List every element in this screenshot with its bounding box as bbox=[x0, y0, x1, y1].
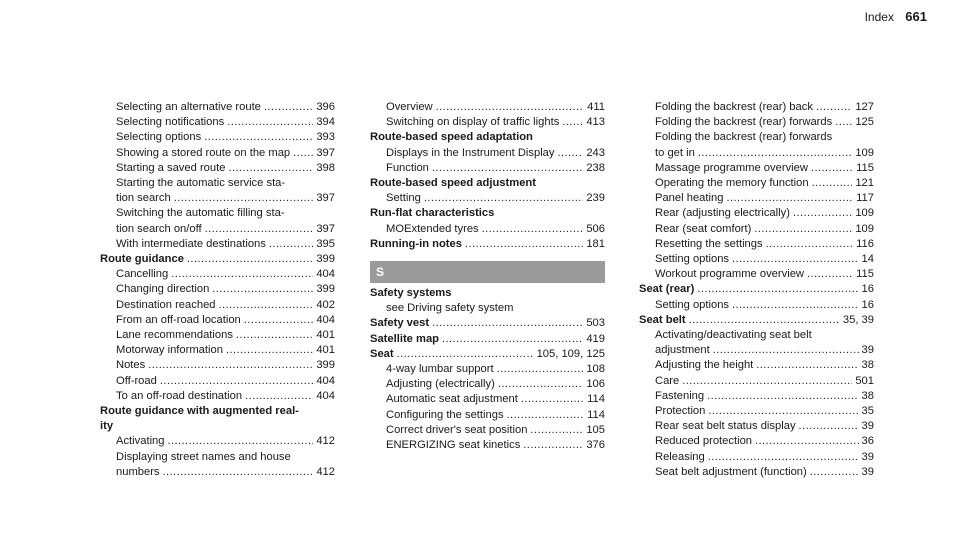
dot-leader bbox=[432, 161, 583, 176]
dot-leader bbox=[521, 392, 584, 407]
header-title: Index bbox=[864, 10, 894, 24]
entry-text: Starting a saved route bbox=[116, 161, 226, 174]
entry-text: Fastening bbox=[655, 389, 705, 402]
index-subentry bbox=[370, 362, 605, 377]
index-subentry bbox=[100, 450, 335, 465]
index-subentry bbox=[639, 358, 874, 373]
entry-text: Seat (rear) bbox=[639, 283, 695, 296]
entry-text: Folding the backrest (rear) back bbox=[655, 101, 813, 113]
index-subentry bbox=[100, 313, 335, 328]
page-reference[interactable]: 404 bbox=[316, 313, 335, 326]
index-entry bbox=[370, 130, 605, 145]
dot-leader bbox=[708, 404, 858, 419]
page-reference[interactable]: 395 bbox=[316, 237, 335, 250]
index-subentry bbox=[639, 389, 874, 404]
entry-text: Selecting options bbox=[116, 131, 202, 144]
page-reference[interactable]: 399 bbox=[316, 253, 335, 266]
dot-leader bbox=[558, 146, 584, 161]
index-subentry bbox=[100, 222, 335, 237]
dot-leader bbox=[732, 252, 859, 267]
page-reference[interactable]: 399 bbox=[316, 359, 335, 372]
dot-leader bbox=[807, 267, 853, 282]
index-subentry bbox=[370, 146, 605, 161]
index-subentry bbox=[639, 343, 874, 358]
page-reference[interactable]: 109 bbox=[855, 207, 874, 220]
page-header bbox=[865, 9, 927, 24]
dot-leader bbox=[732, 298, 859, 313]
page-reference[interactable]: 238 bbox=[586, 161, 605, 174]
index-subentry bbox=[370, 100, 605, 115]
entry-text: Switching the automatic filling sta- bbox=[116, 207, 285, 220]
dot-leader bbox=[219, 298, 314, 313]
index-subentry bbox=[100, 146, 335, 161]
entry-text: see Driving safety system bbox=[386, 302, 514, 315]
page-reference[interactable]: 393 bbox=[316, 131, 335, 144]
dot-leader bbox=[226, 343, 313, 358]
page-reference[interactable]: 109 bbox=[855, 222, 874, 235]
entry-text: Motorway information bbox=[116, 344, 223, 357]
page-reference[interactable]: 398 bbox=[316, 161, 335, 174]
dot-leader bbox=[442, 332, 583, 347]
index-subentry bbox=[100, 282, 335, 297]
page-reference[interactable]: 394 bbox=[316, 116, 335, 129]
page-reference[interactable]: 121 bbox=[855, 177, 874, 190]
entry-text: Care bbox=[655, 374, 680, 387]
page-reference[interactable]: 114 bbox=[587, 393, 605, 406]
index-subentry bbox=[639, 374, 874, 389]
index-subentry bbox=[100, 206, 335, 221]
index-entry bbox=[370, 237, 605, 252]
dot-leader bbox=[562, 115, 583, 130]
dot-leader bbox=[707, 389, 858, 404]
entry-text: Panel heating bbox=[655, 192, 724, 205]
index-subentry bbox=[100, 267, 335, 282]
index-subentry bbox=[639, 419, 874, 434]
page-reference[interactable]: 117 bbox=[856, 192, 874, 205]
index-subentry bbox=[639, 115, 874, 130]
dot-leader bbox=[689, 313, 840, 328]
entry-text: Setting options bbox=[655, 298, 730, 311]
dot-leader bbox=[397, 347, 534, 362]
entry-text: Selecting an alternative route bbox=[116, 101, 261, 113]
index-entry bbox=[370, 332, 605, 347]
index-entry bbox=[100, 404, 335, 419]
index-entry bbox=[370, 206, 605, 221]
index-subentry bbox=[370, 408, 605, 423]
page-reference[interactable]: 412 bbox=[316, 465, 335, 478]
dot-leader bbox=[697, 282, 858, 297]
page-reference[interactable]: 115 bbox=[856, 161, 874, 174]
entry-text: Selecting notifications bbox=[116, 116, 225, 129]
index-entry bbox=[370, 316, 605, 331]
entry-text: To an off-road destination bbox=[116, 389, 243, 402]
page-reference[interactable]: 114 bbox=[587, 408, 605, 421]
index-entry bbox=[370, 176, 605, 191]
entry-text: Adjusting (electrically) bbox=[386, 378, 495, 391]
dot-leader bbox=[228, 161, 313, 176]
index-subentry bbox=[639, 298, 874, 313]
index-column-3 bbox=[639, 100, 874, 480]
page-reference[interactable]: 402 bbox=[316, 298, 335, 311]
page-reference[interactable]: 105, 109, 125 bbox=[536, 347, 605, 360]
entry-text: adjustment bbox=[655, 344, 710, 357]
index-subentry bbox=[370, 392, 605, 407]
index-subentry bbox=[639, 130, 874, 145]
entry-text: Rear (adjusting electrically) bbox=[655, 207, 790, 220]
index-subentry bbox=[639, 161, 874, 176]
index-subentry bbox=[100, 237, 335, 252]
page-reference[interactable]: 401 bbox=[316, 344, 335, 357]
index-subentry bbox=[639, 222, 874, 237]
page-reference[interactable]: 35, 39 bbox=[842, 313, 874, 326]
dot-leader bbox=[187, 252, 313, 267]
page-reference[interactable]: 14 bbox=[861, 253, 874, 266]
entry-text: Route guidance with augmented real- bbox=[100, 405, 299, 418]
dot-leader bbox=[497, 362, 584, 377]
entry-text: Correct driver's seat position bbox=[386, 423, 528, 436]
entry-text: Cancelling bbox=[116, 268, 169, 281]
page-reference[interactable]: 108 bbox=[586, 363, 605, 376]
dot-leader bbox=[163, 465, 314, 480]
index-subentry bbox=[639, 146, 874, 161]
index-subentry bbox=[370, 377, 605, 392]
entry-text: Reduced protection bbox=[655, 435, 753, 448]
page-reference[interactable]: 404 bbox=[316, 389, 335, 402]
entry-text: Safety vest bbox=[370, 317, 430, 330]
index-subentry bbox=[639, 267, 874, 282]
dot-leader bbox=[424, 191, 583, 206]
dot-leader bbox=[507, 408, 585, 423]
index-subentry bbox=[639, 465, 874, 480]
entry-text: Rear seat belt status display bbox=[655, 420, 796, 433]
entry-text: Seat belt bbox=[639, 313, 686, 326]
index-subentry bbox=[100, 130, 335, 145]
entry-text: Displaying street names and house bbox=[116, 450, 291, 463]
index-subentry bbox=[370, 115, 605, 130]
page-reference[interactable]: 413 bbox=[586, 116, 605, 129]
entry-text: Adjusting the height bbox=[655, 359, 754, 372]
page-reference[interactable]: 243 bbox=[586, 146, 605, 159]
dot-leader bbox=[227, 115, 313, 130]
dot-leader bbox=[482, 222, 584, 237]
dot-leader bbox=[713, 343, 859, 358]
entry-text: Satellite map bbox=[370, 332, 440, 345]
dot-leader bbox=[523, 438, 583, 453]
index-subentry bbox=[370, 438, 605, 453]
index-subentry bbox=[370, 161, 605, 176]
page-reference[interactable]: 397 bbox=[316, 146, 335, 159]
page-reference[interactable]: 239 bbox=[586, 192, 605, 205]
index-entry bbox=[100, 252, 335, 267]
dot-leader bbox=[432, 316, 583, 331]
page-reference[interactable]: 397 bbox=[316, 192, 335, 205]
entry-text: tion search on/off bbox=[116, 222, 202, 235]
dot-leader bbox=[204, 130, 313, 145]
dot-leader bbox=[498, 377, 584, 392]
page-reference[interactable]: 106 bbox=[586, 378, 605, 391]
index-subentry bbox=[639, 434, 874, 449]
index-subentry bbox=[100, 161, 335, 176]
dot-leader bbox=[530, 423, 583, 438]
dot-leader bbox=[264, 100, 313, 115]
page-reference[interactable]: 506 bbox=[586, 222, 605, 235]
dot-leader bbox=[754, 222, 852, 237]
page-reference[interactable]: 35 bbox=[861, 405, 874, 418]
page-reference[interactable]: 16 bbox=[861, 298, 874, 311]
entry-text: Notes bbox=[116, 359, 146, 372]
page-reference[interactable]: 503 bbox=[586, 317, 605, 330]
index-subentry bbox=[639, 206, 874, 221]
dot-leader bbox=[756, 358, 858, 373]
entry-text: to get in bbox=[655, 146, 695, 159]
dot-leader bbox=[698, 146, 853, 161]
entry-text: With intermediate destinations bbox=[116, 237, 266, 250]
entry-text: Resetting the settings bbox=[655, 237, 763, 250]
index-subentry bbox=[639, 404, 874, 419]
index-subentry bbox=[100, 389, 335, 404]
entry-text: Folding the backrest (rear) forwards bbox=[655, 131, 833, 144]
dot-leader bbox=[174, 191, 314, 206]
index-subentry bbox=[639, 191, 874, 206]
index-subentry bbox=[100, 343, 335, 358]
page-reference[interactable]: 404 bbox=[316, 374, 335, 387]
entry-text: Activating bbox=[116, 435, 165, 448]
index-entry bbox=[370, 286, 605, 301]
index-subentry bbox=[639, 237, 874, 252]
dot-leader bbox=[766, 237, 854, 252]
entry-text: Setting options bbox=[655, 253, 730, 266]
index-subentry bbox=[370, 301, 605, 316]
page-reference[interactable]: 401 bbox=[316, 329, 335, 342]
entry-text: Run-flat characteristics bbox=[370, 207, 495, 220]
entry-text: Destination reached bbox=[116, 298, 216, 311]
dot-leader bbox=[708, 450, 859, 465]
page-reference[interactable]: 411 bbox=[587, 101, 605, 113]
entry-text: Protection bbox=[655, 405, 706, 418]
entry-text: Off-road bbox=[116, 374, 157, 387]
page-reference[interactable]: 404 bbox=[316, 268, 335, 281]
page-reference[interactable]: 39 bbox=[861, 344, 874, 357]
page-reference[interactable]: 38 bbox=[861, 389, 874, 402]
entry-text: From an off-road location bbox=[116, 313, 241, 326]
dot-leader bbox=[269, 237, 313, 252]
entry-text: Route-based speed adaptation bbox=[370, 131, 533, 144]
page-reference[interactable]: 36 bbox=[861, 435, 874, 448]
dot-leader bbox=[682, 374, 852, 389]
entry-text: Showing a stored route on the map bbox=[116, 146, 291, 159]
dot-leader bbox=[465, 237, 583, 252]
dot-leader bbox=[160, 374, 313, 389]
index-subentry bbox=[100, 434, 335, 449]
entry-text: Massage programme overview bbox=[655, 161, 808, 174]
page-reference[interactable]: 419 bbox=[586, 332, 605, 345]
entry-text: MOExtended tyres bbox=[386, 222, 479, 235]
dot-leader bbox=[244, 313, 314, 328]
entry-text: Safety systems bbox=[370, 287, 452, 300]
entry-text: ENERGIZING seat kinetics bbox=[386, 439, 521, 452]
entry-text: Route-based speed adjustment bbox=[370, 177, 536, 190]
entry-text: Switching on display of traffic lights bbox=[386, 116, 560, 129]
page-reference[interactable]: 109 bbox=[855, 146, 874, 159]
index-entry bbox=[639, 282, 874, 297]
index-subentry bbox=[100, 191, 335, 206]
index-subentry bbox=[370, 191, 605, 206]
dot-leader bbox=[171, 267, 313, 282]
index-subentry bbox=[100, 298, 335, 313]
index-subentry bbox=[639, 252, 874, 267]
page-reference[interactable]: 16 bbox=[861, 283, 874, 296]
dot-leader bbox=[835, 115, 852, 130]
dot-leader bbox=[205, 222, 314, 237]
entry-text: Function bbox=[386, 161, 429, 174]
entry-text: ity bbox=[100, 420, 114, 433]
index-entry bbox=[370, 347, 605, 362]
entry-text: Folding the backrest (rear) forwards bbox=[655, 116, 833, 129]
page-reference[interactable]: 181 bbox=[586, 237, 605, 250]
entry-text: Configuring the settings bbox=[386, 408, 504, 421]
entry-text: Operating the memory function bbox=[655, 177, 809, 190]
entry-text: Changing direction bbox=[116, 283, 210, 296]
index-subentry bbox=[639, 176, 874, 191]
entry-text: Rear (seat comfort) bbox=[655, 222, 752, 235]
index-subentry bbox=[100, 115, 335, 130]
entry-text: tion search bbox=[116, 192, 171, 205]
index-subentry bbox=[100, 176, 335, 191]
index-subentry bbox=[100, 328, 335, 343]
page-reference[interactable]: 396 bbox=[316, 101, 335, 113]
dot-leader bbox=[793, 206, 852, 221]
entry-text: Route guidance bbox=[100, 253, 184, 266]
entry-text: Automatic seat adjustment bbox=[386, 393, 518, 406]
page-number: 661 bbox=[905, 9, 927, 24]
dot-leader bbox=[726, 191, 853, 206]
index-column-2 bbox=[370, 100, 605, 453]
page-reference[interactable]: 115 bbox=[856, 268, 874, 281]
index-subentry bbox=[100, 358, 335, 373]
page-reference[interactable]: 127 bbox=[855, 101, 874, 113]
dot-leader bbox=[811, 161, 853, 176]
entry-text: Seat belt adjustment (function) bbox=[655, 465, 807, 478]
index-subentry bbox=[639, 450, 874, 465]
section-header: S bbox=[370, 261, 605, 283]
dot-leader bbox=[810, 465, 859, 480]
entry-text: Setting bbox=[386, 192, 421, 205]
index-subentry bbox=[370, 423, 605, 438]
index-entry bbox=[639, 313, 874, 328]
index-subentry bbox=[639, 328, 874, 343]
entry-text: Running-in notes bbox=[370, 237, 462, 250]
page-reference[interactable]: 38 bbox=[861, 359, 874, 372]
entry-text: Overview bbox=[386, 101, 433, 113]
page-reference[interactable]: 125 bbox=[855, 116, 874, 129]
entry-text: Displays in the Instrument Display bbox=[386, 146, 555, 159]
index-column-1 bbox=[100, 100, 335, 480]
index-entry bbox=[100, 419, 335, 434]
page-reference[interactable]: 39 bbox=[861, 465, 874, 478]
entry-text: Seat bbox=[370, 347, 394, 360]
dot-leader bbox=[816, 100, 852, 115]
index-subentry bbox=[100, 374, 335, 389]
dot-leader bbox=[212, 282, 313, 297]
dot-leader bbox=[236, 328, 313, 343]
index-subentry bbox=[639, 100, 874, 115]
index-subentry bbox=[100, 465, 335, 480]
dot-leader bbox=[436, 100, 585, 115]
page-reference[interactable]: 412 bbox=[316, 435, 335, 448]
index-subentry bbox=[370, 222, 605, 237]
entry-text: 4-way lumbar support bbox=[386, 363, 494, 376]
page-reference[interactable]: 397 bbox=[316, 222, 335, 235]
entry-text: Activating/deactivating seat belt bbox=[655, 329, 812, 342]
dot-leader bbox=[293, 146, 313, 161]
dot-leader bbox=[168, 434, 314, 449]
page-reference[interactable]: 376 bbox=[586, 439, 605, 452]
entry-text: Releasing bbox=[655, 450, 705, 463]
page-reference[interactable]: 39 bbox=[861, 450, 874, 463]
page-reference[interactable]: 399 bbox=[316, 283, 335, 296]
entry-text: Workout programme overview bbox=[655, 268, 805, 281]
dot-leader bbox=[812, 176, 853, 191]
entry-text: Starting the automatic service sta- bbox=[116, 177, 286, 190]
page-reference[interactable]: 105 bbox=[586, 423, 605, 436]
entry-text: Lane recommendations bbox=[116, 329, 233, 342]
entry-text: numbers bbox=[116, 465, 160, 478]
page-reference[interactable]: 116 bbox=[856, 237, 874, 250]
dot-leader bbox=[799, 419, 859, 434]
dot-leader bbox=[148, 358, 313, 373]
dot-leader bbox=[245, 389, 313, 404]
page-reference[interactable]: 501 bbox=[855, 374, 874, 387]
dot-leader bbox=[755, 434, 859, 449]
index-subentry bbox=[100, 100, 335, 115]
page-reference[interactable]: 39 bbox=[861, 420, 874, 433]
